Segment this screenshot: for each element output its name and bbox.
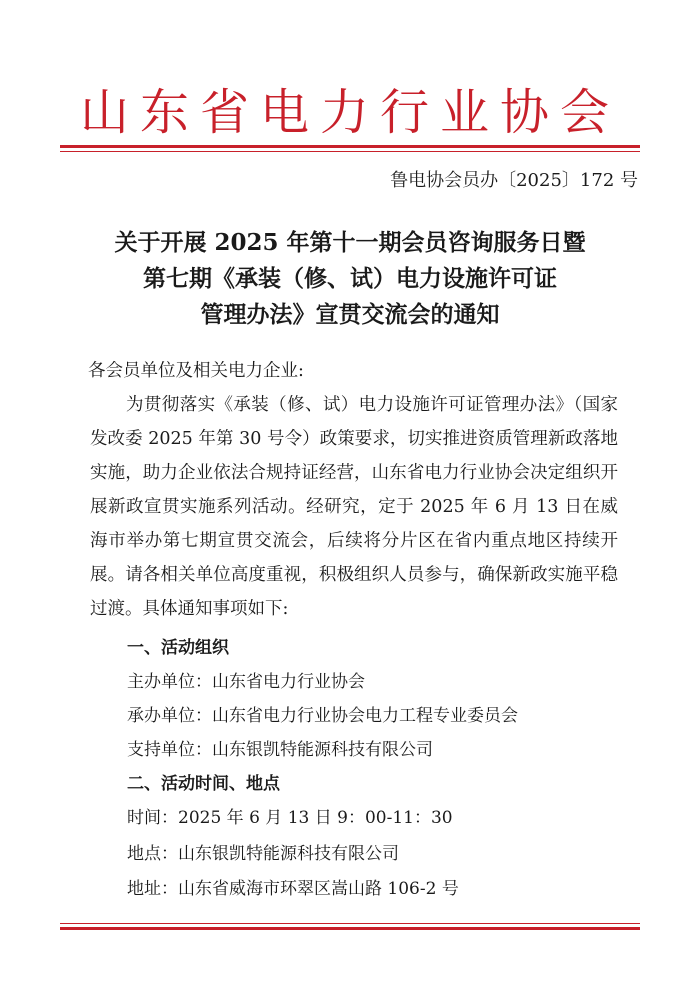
salutation: 各会员单位及相关电力企业: xyxy=(88,361,304,381)
letterhead-rule-thick xyxy=(60,145,640,148)
supporter-line: 支持单位：山东银凯特能源科技有限公司 xyxy=(127,740,433,760)
place-line: 地点：山东银凯特能源科技有限公司 xyxy=(127,844,399,864)
document-number: 鲁电协会员办〔2025〕172 号 xyxy=(390,170,638,191)
time-line: 时间：2025 年 6 月 13 日 9：00-11：30 xyxy=(127,808,453,828)
notice-title xyxy=(0,225,700,333)
intro-paragraph: 为贯彻落实《承装（修、试）电力设施许可证管理办法》（国家发改委 2025 年第 30 号令）政策要求，切实推进资质管理新政落地实施，助力企业依法合规持证经营，山东省电力行业协会决定组织开展新政宣贯实施系列活动。经研究，定于 2025 年 6 月 13 日在威海市举办第七期宣贯交流会，后续将分片区在省内重点地区持续开展。请各相关单位高度重视，积极组织人员参与，确保新政实施平稳过渡。具体通知事项如下: xyxy=(90,395,618,619)
footer-rule-thin xyxy=(60,923,640,924)
notice-title-line-2: 第七期《承装（修、试）电力设施许可证 xyxy=(143,265,557,292)
notice-title-line-3: 管理办法》宣贯交流会的通知 xyxy=(200,301,500,328)
host-line: 承办单位：山东省电力行业协会电力工程专业委员会 xyxy=(127,706,518,726)
address-line: 地址：山东省威海市环翠区嵩山路 106-2 号 xyxy=(127,879,459,899)
section-heading-time-place: 二、活动时间、地点 xyxy=(127,774,280,794)
letterhead-rule-thin xyxy=(60,151,640,152)
organizer-line: 主办单位：山东省电力行业协会 xyxy=(127,672,365,692)
section-heading-organization: 一、活动组织 xyxy=(127,638,229,658)
footer-rule-thick xyxy=(60,927,640,930)
letterhead-organization: 山东省电力行业协会 xyxy=(79,84,620,141)
notice-title-line-1: 关于开展 2025 年第十一期会员咨询服务日暨 xyxy=(114,229,586,256)
